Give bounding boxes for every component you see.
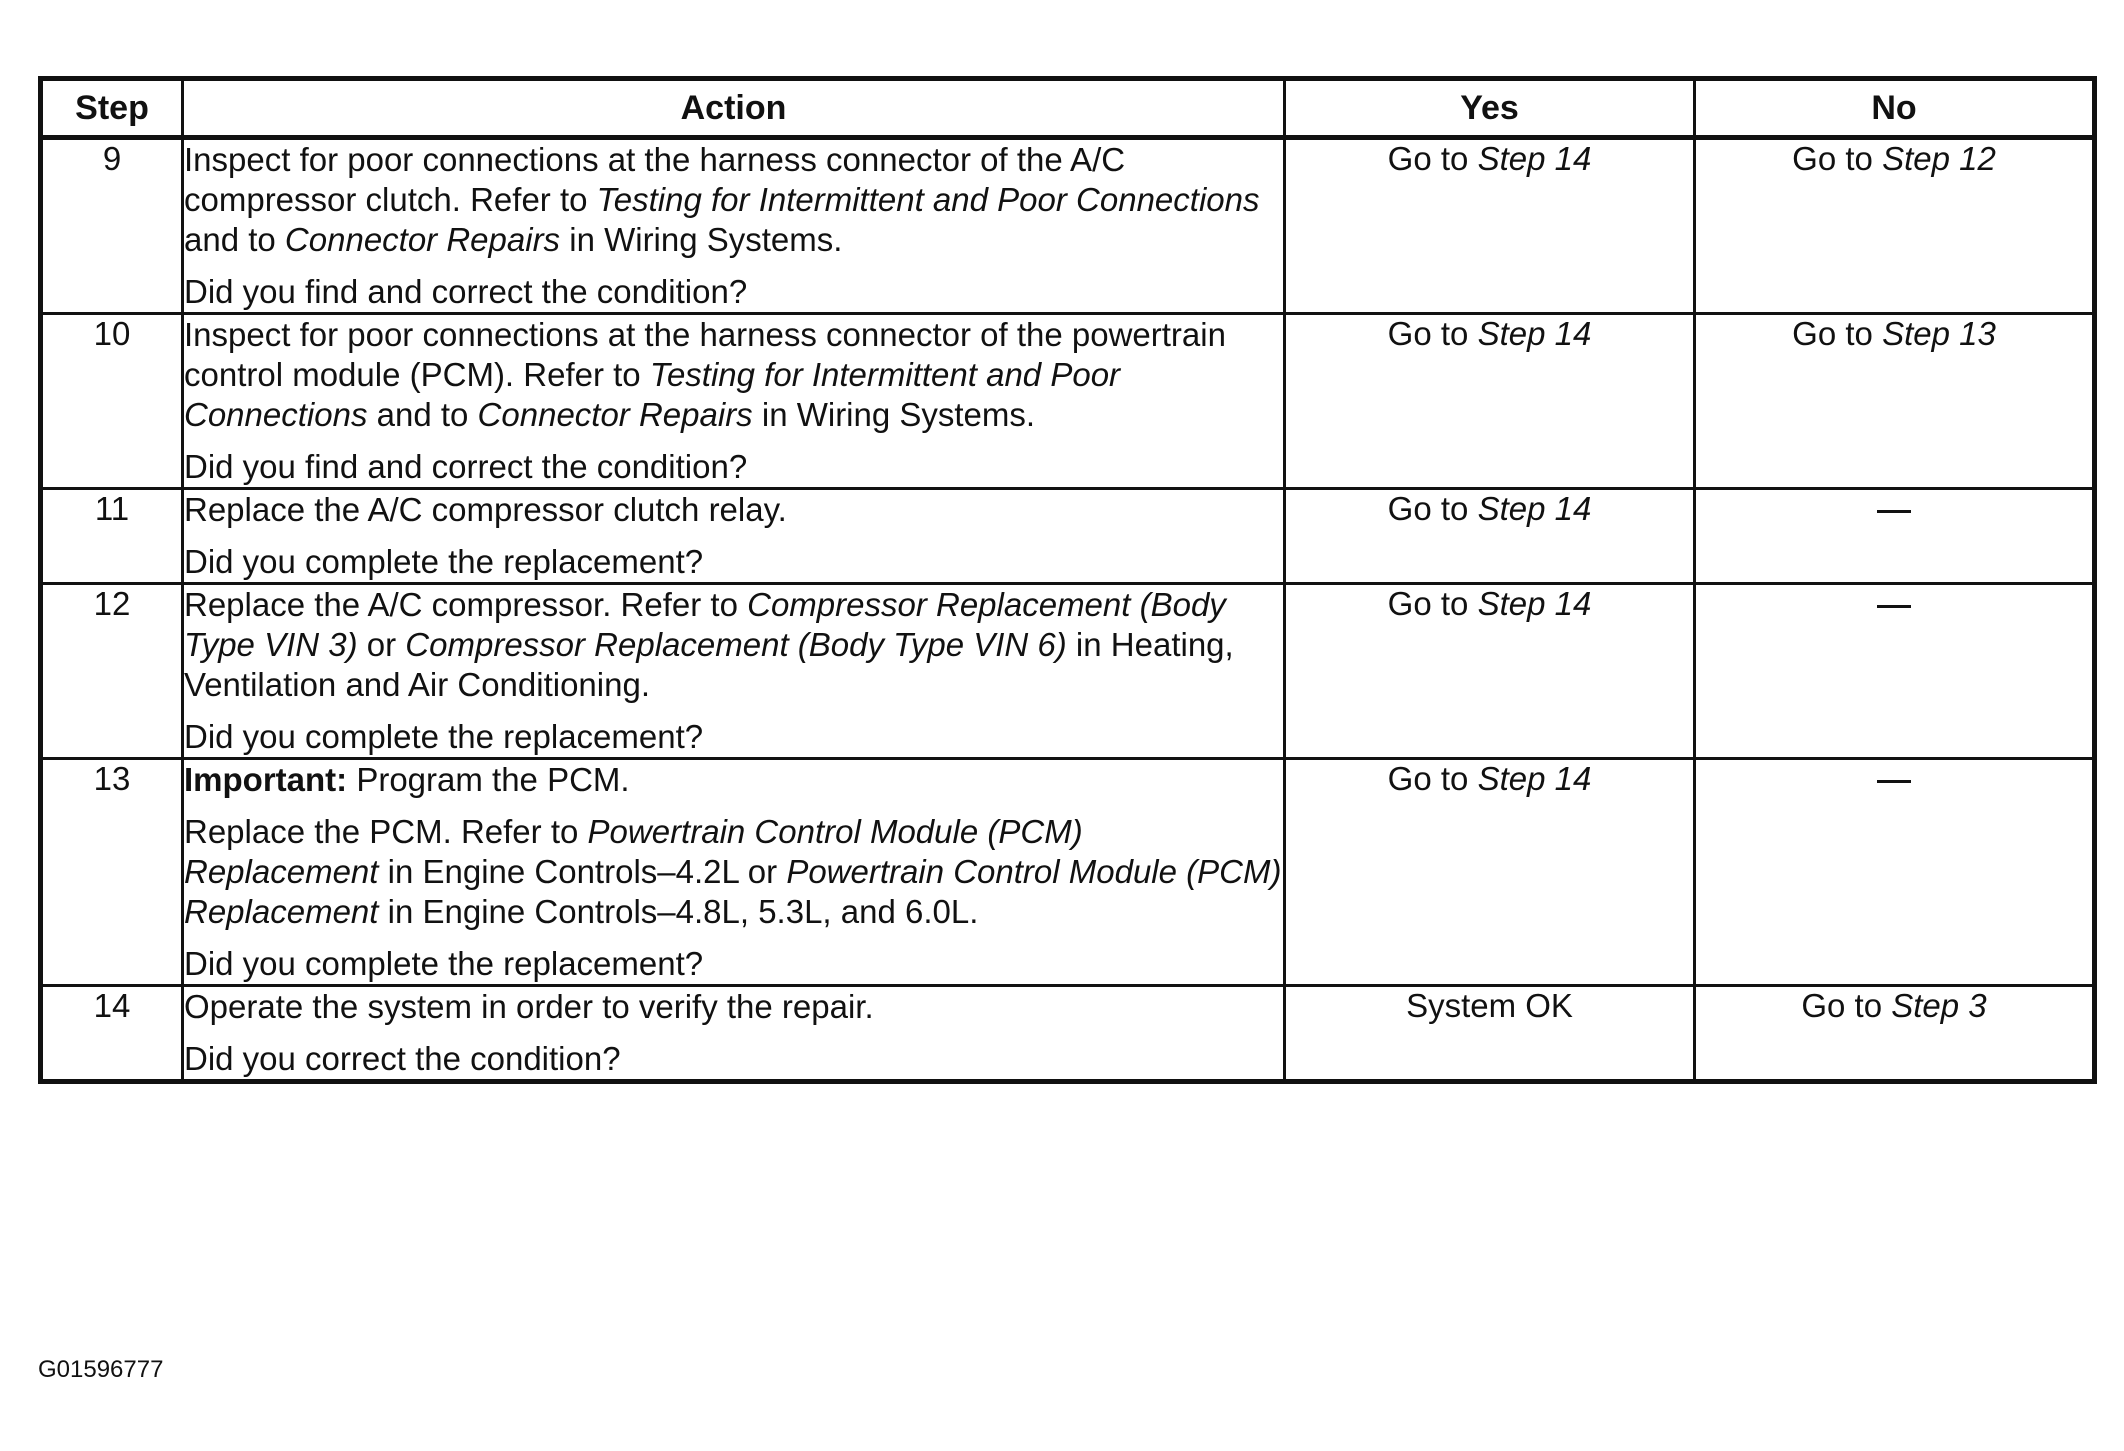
- reference-text: Step 3: [1891, 987, 1987, 1024]
- column-header-action: Action: [183, 79, 1285, 138]
- action-question: [184, 717, 1283, 757]
- action-instruction: [184, 490, 1283, 530]
- text-run: Go to: [1387, 585, 1478, 622]
- step-number: 12: [41, 584, 183, 759]
- reference-text: Step 14: [1477, 760, 1592, 797]
- step-number: 13: [41, 759, 183, 986]
- reference-text: Step 12: [1882, 140, 1996, 177]
- text-run: Did you complete the replacement?: [184, 945, 704, 982]
- no-result: [1695, 759, 2095, 986]
- reference-text: Step 14: [1477, 140, 1592, 177]
- action-cell: [183, 759, 1285, 986]
- reference-text: Testing for Intermittent and Poor Connections: [596, 181, 1260, 218]
- text-run: Go to: [1792, 315, 1883, 352]
- text-run: Did you complete the replacement?: [184, 718, 704, 755]
- yes-result: [1285, 489, 1695, 584]
- text-run: in Engine Controls–4.8L, 5.3L, and 6.0L.: [378, 893, 979, 930]
- action-cell: [183, 584, 1285, 759]
- step-number: 11: [41, 489, 183, 584]
- reference-text: Connector Repairs: [284, 221, 561, 258]
- no-result: [1695, 314, 2095, 489]
- step-number: 10: [41, 314, 183, 489]
- text-run: in Wiring Systems.: [560, 221, 843, 258]
- yes-result: [1285, 584, 1695, 759]
- text-run: or: [357, 626, 406, 663]
- no-result: [1695, 138, 2095, 314]
- column-header-no: No: [1695, 79, 2095, 138]
- reference-text: Powertrain Control Module (PCM) Replacement: [184, 853, 1282, 930]
- text-run: and to: [184, 221, 285, 258]
- action-question: [184, 542, 1283, 582]
- not-applicable-dash: [1877, 605, 1911, 608]
- reference-text: Step 14: [1477, 585, 1592, 622]
- text-run: Go to: [1387, 140, 1478, 177]
- column-header-step: Step: [41, 79, 183, 138]
- action-instruction: [184, 315, 1283, 435]
- text-run: Go to: [1387, 490, 1478, 527]
- action-instruction: [184, 585, 1283, 705]
- diagnostic-table-sheet: [38, 76, 2092, 1084]
- action-question: [184, 1039, 1283, 1079]
- diagnostic-table: [38, 76, 2097, 1084]
- action-question: [184, 944, 1283, 984]
- action-cell: [183, 138, 1285, 314]
- step-number: 9: [41, 138, 183, 314]
- text-run: in Wiring Systems.: [752, 396, 1036, 433]
- action-cell: [183, 986, 1285, 1082]
- yes-result: [1285, 759, 1695, 986]
- text-run: Did you complete the replacement?: [184, 543, 704, 580]
- header-row: [41, 79, 2095, 138]
- text-run: Go to: [1801, 987, 1892, 1024]
- text-run: and to: [367, 396, 478, 433]
- text-run: System OK: [1406, 987, 1573, 1024]
- text-run: Go to: [1387, 315, 1478, 352]
- table-row: [41, 138, 2095, 314]
- text-run: Go to: [1387, 760, 1478, 797]
- reference-text: Powertrain Control Module (PCM) Replacement: [184, 813, 1083, 890]
- action-cell: [183, 489, 1285, 584]
- action-question: [184, 272, 1283, 312]
- table-row: [41, 759, 2095, 986]
- table-row: [41, 986, 2095, 1082]
- table-row: [41, 489, 2095, 584]
- not-applicable-dash: [1877, 510, 1911, 513]
- text-run: in Heating, Ventilation and Air Conditioning.: [184, 626, 1234, 703]
- text-run: in Engine Controls–4.2L or: [378, 853, 787, 890]
- no-result: [1695, 584, 2095, 759]
- action-instruction: [184, 760, 1283, 800]
- reference-text: Step 14: [1477, 315, 1592, 352]
- text-run: Replace the PCM. Refer to: [184, 813, 588, 850]
- table-row: [41, 584, 2095, 759]
- yes-result: [1285, 138, 1695, 314]
- reference-text: Compressor Replacement (Body Type VIN 3): [184, 586, 1226, 663]
- text-run: Program the PCM.: [347, 761, 630, 798]
- table-row: [41, 314, 2095, 489]
- step-number: 14: [41, 986, 183, 1082]
- important-label: Important:: [184, 761, 348, 798]
- text-run: Did you correct the condition?: [184, 1040, 621, 1077]
- no-result: [1695, 986, 2095, 1082]
- text-run: Did you find and correct the condition?: [184, 448, 748, 485]
- not-applicable-dash: [1877, 780, 1911, 783]
- text-run: Replace the A/C compressor clutch relay.: [184, 491, 787, 528]
- table-header: [41, 79, 2095, 138]
- reference-text: Testing for Intermittent and Poor Connections: [184, 356, 1121, 433]
- reference-text: Compressor Replacement (Body Type VIN 6): [405, 626, 1067, 663]
- action-instruction: [184, 140, 1283, 260]
- text-run: Operate the system in order to verify the repair.: [184, 988, 874, 1025]
- text-run: Inspect for poor connections at the harness connector of the A/C compressor clutch. Refer to: [184, 141, 1126, 218]
- action-instruction: [184, 812, 1283, 932]
- reference-text: Connector Repairs: [477, 396, 753, 433]
- yes-result: [1285, 314, 1695, 489]
- action-instruction: [184, 987, 1283, 1027]
- table-body: [41, 138, 2095, 1082]
- no-result: [1695, 489, 2095, 584]
- text-run: Replace the A/C compressor. Refer to: [184, 586, 748, 623]
- text-run: Did you find and correct the condition?: [184, 273, 748, 310]
- action-question: [184, 447, 1283, 487]
- text-run: Inspect for poor connections at the harness connector of the powertrain control module (PCM). Refer to: [184, 316, 1226, 393]
- text-run: Go to: [1792, 140, 1883, 177]
- reference-text: Step 13: [1882, 315, 1996, 352]
- yes-result: [1285, 986, 1695, 1082]
- figure-id: G01596777: [38, 1356, 164, 1383]
- reference-text: Step 14: [1477, 490, 1592, 527]
- column-header-yes: Yes: [1285, 79, 1695, 138]
- action-cell: [183, 314, 1285, 489]
